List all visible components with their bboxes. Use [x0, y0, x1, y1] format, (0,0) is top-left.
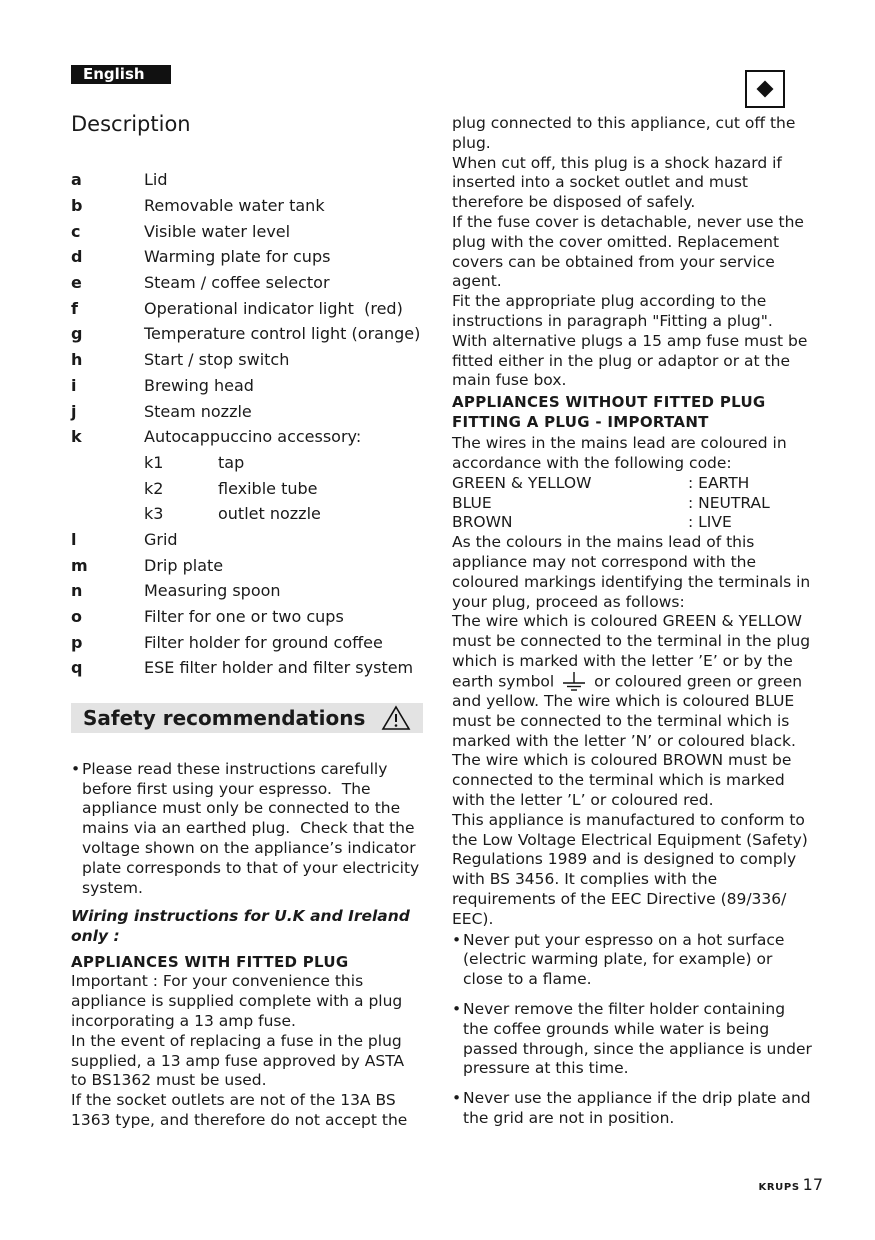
list-item: k Autocappuccino accessory:	[71, 427, 362, 447]
page-footer	[759, 1175, 823, 1194]
wire-row: BROWN : LIVE	[452, 513, 732, 532]
parts-list	[71, 167, 423, 681]
green-wire-text: The wire which is coloured GREEN & YELLOW must be connected to the terminal in the plug which is marked with the letter ’E’ or by the earth symbol or coloured green or green and yellow. The wire which is coloured BLUE must be connected to the terminal which is marked with the letter ’N’ or coloured black. The wire which is coloured BROWN must be connected to the terminal which is marked with the letter ’L’ or coloured red. This appliance is manufactured to conform to the Low Voltage Electrical Equipment (Safety) Regulations 1989 and is designed to comply with BS 3456. It complies with the requirements of the EEC Directive (89/336/ EEC).	[452, 612, 811, 928]
list-item: n Measuring spoon	[71, 581, 281, 601]
description-title: Description	[71, 112, 191, 136]
safety-header	[71, 703, 423, 733]
bullet-drip-plate: • Never use the appliance if the drip plate and the grid are not in position.	[452, 1089, 811, 1127]
bullet-filter-holder: • Never remove the filter holder containing the coffee grounds while water is being passed through, since the appliance is under pressure at this time.	[452, 999, 812, 1078]
list-item: p Filter holder for ground coffee	[71, 632, 383, 652]
list-item: d Warming plate for cups	[71, 247, 331, 267]
bullet-dot: •	[452, 999, 462, 1018]
list-item: g Temperature control light (orange)	[71, 324, 421, 344]
wire-row: GREEN & YELLOW : EARTH	[452, 473, 750, 492]
wires-intro: The wires in the mains lead are coloured in accordance with the following code:	[452, 434, 787, 472]
list-item: q ESE filter holder and filter system	[71, 658, 414, 678]
fitted-plug-text: Important : For your convenience this appliance is supplied complete with a plug incorporating a 13 amp fuse. In the event of replacing a fuse in the plug supplied, a 13 amp fuse approved by ASTA to BS1362 must be used. If the socket outlets are not of the 13A BS 1363 type, and therefore do not accept the	[71, 972, 408, 1129]
brand-logo: KRUPS	[758, 1182, 800, 1193]
list-item: m Drip plate	[71, 555, 224, 575]
sub-list-item: k2 flexible tube	[144, 478, 318, 498]
safety-intro-bullet: • Please read these instructions carefully before first using your espresso. The appliance must only be connected to the mains via an earthed plug. Check that the voltage shown on the appliance’s indicator plate corresponds to that of your electricity system.	[71, 759, 425, 897]
bullet-dot: •	[71, 759, 81, 778]
language-tab: English	[71, 65, 171, 84]
list-item: i Brewing head	[71, 375, 254, 395]
list-item: f Operational indicator light (red)	[71, 298, 403, 318]
page-number: 17	[802, 1175, 823, 1194]
bullet-dot: •	[452, 930, 462, 949]
list-item: l Grid	[71, 529, 178, 549]
list-item: a Lid	[71, 170, 168, 190]
wire-row: BLUE : NEUTRAL	[452, 493, 770, 512]
list-item: b Removable water tank	[71, 196, 325, 216]
safety-title: Safety recommendations	[83, 705, 366, 730]
plug-continued-text: plug connected to this appliance, cut off the plug. When cut off, this plug is a shock hazard if inserted into a socket outlet and must therefore be disposed of safely. If the fuse cover is detachable, never use the plug with the cover omitted. Replacement covers can be obtained from your service agent. Fit the appropriate plug according to the instructions in paragraph "Fitting a plug". With alternative plugs a 15 amp fuse must be fitted either in the plug or adaptor or at the main fuse box.	[452, 114, 808, 390]
sub-list-item: k3 outlet nozzle	[144, 504, 321, 524]
wiring-heading: Wiring instructions for U.K and Ireland only :	[71, 907, 410, 946]
proceed-text: As the colours in the mains lead of this appliance may not correspond with the coloured markings identifying the terminals in your plug, proceed as follows:	[452, 533, 811, 611]
diamond-icon	[745, 70, 785, 108]
right-column	[452, 114, 812, 1129]
earth-symbol-icon	[559, 672, 589, 692]
without-plug-heading: APPLIANCES WITHOUT FITTED PLUG	[452, 393, 766, 412]
fitted-plug-heading: APPLIANCES WITH FITTED PLUG	[71, 953, 349, 972]
list-item: o Filter for one or two cups	[71, 607, 344, 627]
list-item: h Start / stop switch	[71, 350, 290, 370]
sub-list-item: k1 tap	[144, 452, 245, 472]
warning-icon	[381, 705, 411, 731]
left-column	[71, 112, 423, 1131]
fitting-plug-heading: FITTING A PLUG - IMPORTANT	[452, 413, 709, 432]
bullet-hot-surface: • Never put your espresso on a hot surface (electric warming plate, for example) or close to a flame.	[452, 930, 785, 989]
bullet-dot: •	[452, 1089, 462, 1108]
list-item: j Steam nozzle	[71, 401, 252, 421]
list-item: e Steam / coffee selector	[71, 273, 330, 293]
list-item: c Visible water level	[71, 221, 291, 241]
